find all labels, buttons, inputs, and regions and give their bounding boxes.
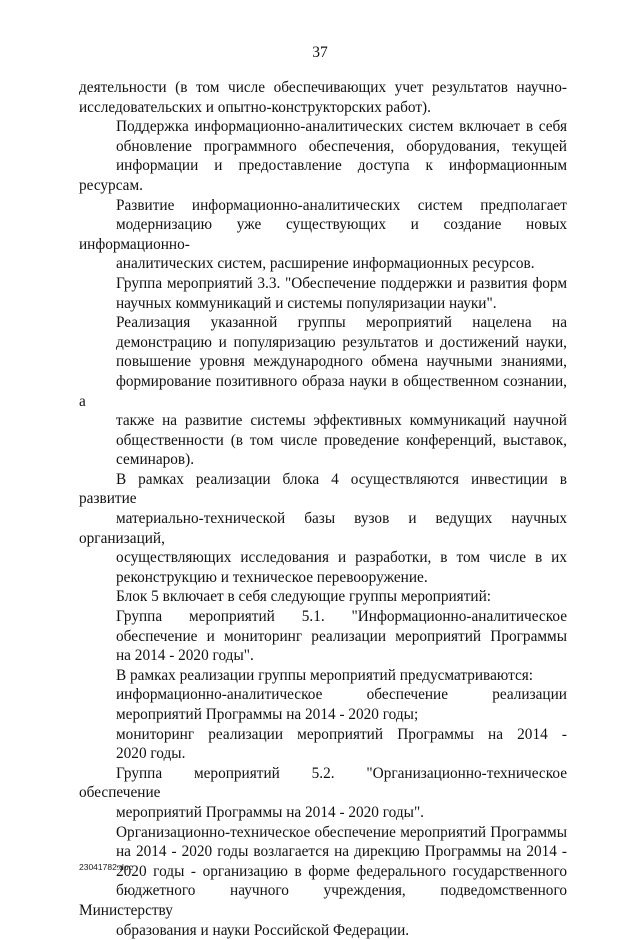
text-line: осуществляющих исследования и разработки, в том числе в их <box>116 549 567 567</box>
page-number: 37 <box>312 44 328 61</box>
text-line: Группа мероприятий 5.2. "Организационно-техническое обеспечение <box>79 764 567 802</box>
text-line: исследовательских и опытно-конструкторских работ). <box>79 98 431 116</box>
text-line: Группа мероприятий 3.3. "Обеспечение поддержки и развития форм <box>116 274 567 292</box>
paragraph <box>79 78 567 117</box>
text-line: материально-технической базы вузов и ведущих научных организаций, <box>79 510 567 547</box>
paragraph <box>79 607 567 666</box>
text-line: общественности (в том числе проведение конференций, выставок, <box>116 431 567 449</box>
text-line: формирование позитивного образа науки в общественном сознании, а <box>79 372 567 410</box>
text-line: обновление программного обеспечения, оборудования, текущей <box>116 137 567 155</box>
text-line: мероприятий Программы на 2014 - 2020 годы; <box>116 706 419 723</box>
text-line: на 2014 - 2020 годы возлагается на дирекцию Программы на 2014 - <box>116 843 567 861</box>
paragraph <box>79 685 567 724</box>
text-line: Развитие информационно-аналитических систем предполагает <box>116 196 567 214</box>
text-line: деятельности (в том числе обеспечивающих учет результатов научно- <box>79 79 567 96</box>
paragraph <box>79 764 567 823</box>
text-line: В рамках реализации блока 4 осуществляются инвестиции в развитие <box>79 470 567 508</box>
footer-filename: 23041782.doc <box>79 862 133 872</box>
text-line: Поддержка информационно-аналитических систем включает в себя <box>116 118 567 136</box>
text-line: научных коммуникаций и системы популяризации науки". <box>116 294 497 312</box>
text-line: информации и предоставление доступа к информационным ресурсам. <box>79 157 567 194</box>
paragraph <box>79 470 567 588</box>
text-line: семинаров). <box>116 451 195 469</box>
paragraph <box>79 313 567 470</box>
text-line: обеспечение и мониторинг реализации мероприятий Программы <box>116 627 567 645</box>
text-line: информационно-аналитическое обеспечение реализации <box>116 686 567 704</box>
text-line: повышение уровня международного обмена научными знаниями, <box>116 353 567 371</box>
text-line: Группа мероприятий 5.1. "Информационно-аналитическое <box>116 608 567 626</box>
paragraph <box>79 666 567 686</box>
text-line: аналитических систем, расширение информационных ресурсов. <box>116 255 535 273</box>
text-line: на 2014 - 2020 годы". <box>116 647 254 665</box>
text-line: реконструкцию и техническое перевооружение. <box>116 568 428 586</box>
text-line: 2020 годы - организацию в форме федерального государственного <box>116 862 567 880</box>
text-line: 2020 годы. <box>116 745 186 763</box>
text-line: также на развитие системы эффективных коммуникаций научной <box>116 412 567 430</box>
text-line: модернизацию уже существующих и создание новых информационно- <box>79 216 567 253</box>
paragraph <box>79 274 567 313</box>
text-line: бюджетного научного учреждения, подведомственного Министерству <box>79 882 567 919</box>
text-line: В рамках реализации группы мероприятий предусматриваются: <box>116 666 534 684</box>
paragraph <box>79 725 567 764</box>
text-line: мероприятий Программы на 2014 - 2020 годы". <box>116 803 425 821</box>
text-line: Блок 5 включает в себя следующие группы мероприятий: <box>116 588 492 606</box>
paragraph <box>79 117 567 274</box>
text-line: образования и науки Российской Федерации. <box>116 921 410 939</box>
paragraph <box>79 587 567 607</box>
text-line: Реализация указанной группы мероприятий нацелена на <box>116 314 567 332</box>
paragraph <box>79 823 567 940</box>
text-line: мониторинг реализации мероприятий Программы на 2014 - <box>116 725 567 743</box>
text-line: Организационно-техническое обеспечение мероприятий Программы <box>116 823 567 841</box>
text-line: демонстрацию и популяризацию результатов и достижений науки, <box>116 333 567 351</box>
document-body <box>79 78 567 940</box>
